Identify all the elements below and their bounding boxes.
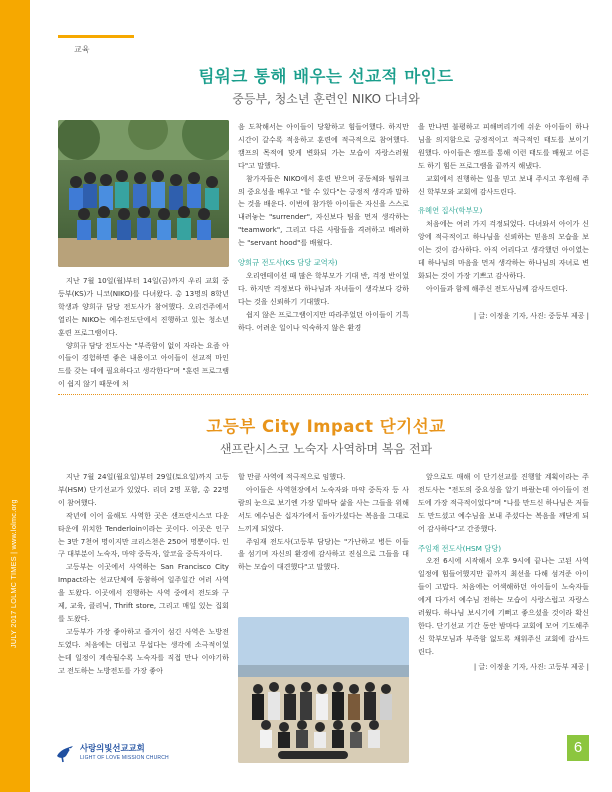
top-accent-line <box>58 35 134 38</box>
section-label: 교육 <box>74 45 90 54</box>
article1-paragraph: 처음에는 여러 가지 걱정되었다. 다녀와서 아이가 신앙에 적극적이고 하나님을 신뢰하는 믿음의 모습을 보이는 것이 감사하다. 아직 어리다고 생각했던 아이였는데 하나님의 마음을 먼저 생각하는 하나님의 자녀로 변화되는 것이 가장 기쁘고 감사하다. <box>418 219 589 280</box>
article1-paragraph: 을 만나면 불평하고 피해버리기에 쉬운 아이들이 하나님을 의지함으로 긍정적이고 적극적인 태도를 보이기 원했다. 아이들은 캠프를 통해 이런 태도를 배웠고 어른도 하기 힘든 프로그램을 끝까지 해냈다. <box>418 122 589 170</box>
article2-paragraph: 주임재 전도사(고등부 담당)는 "가난하고 병든 이들을 섬기며 자신의 환경에 감사하고 진심으로 그들을 대하는 모습이 대견했다"고 말했다. <box>238 536 409 572</box>
article1-quote-heading-1: 양희규 전도사(KS 담당 교역자) <box>238 258 338 268</box>
article1-group-photo <box>58 120 229 267</box>
dove-icon <box>54 742 76 764</box>
article1-quote-heading-2: 유혜연 집사(학부모) <box>418 206 483 216</box>
article1-paragraph: 아이들과 함께 해주신 전도사님께 감사드린다. <box>426 283 568 293</box>
article2-quote-heading: 주임재 전도사(HSM 담당) <box>418 543 502 553</box>
article2-paragraph: 작년에 이어 올해도 사역한 곳은 샌프란시스코 다운타운에 위치한 Tenderloin이라는 곳이다. 이곳은 인구는 3만 7천여 명이지만 크리스천은 250여 명뿐이다. 인구 대부분이 노숙자, 마약 중독자, 알코올 중독자이다. <box>58 510 229 559</box>
article2-paragraph: 고등부는 이곳에서 사역하는 San Francisco City Impact라는 선교단체에 동참하여 일주일간 여러 사역을 도왔다. 이곳에서 진행하는 사역 중에서 전도와 구제, 교육, 클리닉, Thrift store, 그리고 매일 있는 집회를 도왔다. <box>58 562 229 623</box>
article2-column-2 <box>238 471 409 574</box>
article1-paragraph: 참가자들은 NIKO에서 훈련 받으며 공동체와 팀워크의 중요성을 배우고 "할 수 있다"는 긍정적 생각과 말하는 것을 배운다. 이번에 참가한 아이들은 자신을 스스로 내려놓는 "surrender", 자신보다 팀을 먼저 생각하는 "teamwork", 그리고 다른 사람들을 격려하고 배려하는 "servant hood"를 배웠다. <box>238 173 409 248</box>
article2-column-3 <box>418 471 589 674</box>
article1-paragraph: 지난 7월 10일(월)부터 14일(금)까지 우리 교회 중등부(KS)가 니코(NIKO)를 다녀왔다. 총 13명의 8학년 학생과 양희규 담당 전도사가 참여했다. 오리건주에서 열리는 NIKO는 예수전도단에서 진행하고 있는 청소년 훈련 프로그램이다. <box>58 276 229 337</box>
article1-title: 팀워크 통해 배우는 선교적 마인드 <box>198 67 454 86</box>
article2-title: 고등부 City Impact 단기선교 <box>206 417 446 436</box>
article1-paragraph: 오리엔테이션 때 많은 학부모가 기대 반, 걱정 반이었다. 하지만 걱정보다 하나님과 자녀들이 생각보다 강하다는 것을 신뢰하기 기대했다. <box>238 270 409 306</box>
article1-column-2 <box>238 121 409 335</box>
article2-paragraph: 앞으로도 매해 이 단기선교를 진행할 계획이라는 주 전도사는 "전도의 중요성을 알기 바랐는데 아이들이 전도에 가장 적극적이었다"며 "나를 만드신 하나님은 저들도 만드셨고 예수님을 보내 주셨다는 복음을 깨닫게 되어 감사하다"고 간증했다. <box>418 472 589 533</box>
article1-credit: | 글: 이정윤 기자, 사진: 중등부 제공 | <box>473 311 589 320</box>
article1-paragraph: 쉽지 않은 프로그램이지만 따라주었던 아이들이 기특하다. 어려운 일이나 익숙하지 않은 환경 <box>238 309 409 332</box>
page-number: 6 <box>567 735 589 761</box>
article2-paragraph: 할 만큼 사역에 적극적으로 임했다. <box>238 472 346 481</box>
article2-paragraph: 아이들은 사역현장에서 노숙자와 마약 중독자 등 사람의 눈으로 보기엔 가장 밑바닥 삶을 사는 그들을 위해서도 예수님은 십자가에서 돌아가셨다는 복음을 그대로 느끼게 되었다. <box>238 484 409 533</box>
article2-paragraph: 오전 6시에 시작해서 오후 9시에 끝나는 고된 사역 일정에 힘들어했지만 끝까지 최선을 다해 섬겨준 아이들이 고맙다. 처음에는 어색해하던 아이들이 노숙자들에게 다가서 예수님 전하는 모습이 사랑스럽고 자랑스러웠다. 하나님 보시기에 기뻐고 좋으셨을 것이라 확신한다. 단기선교 기간 동안 밤마다 교회에 모여 기도해주신 학부모님과 부족함 없도록 채워주신 교회에 감사드린다. <box>418 556 589 656</box>
article1-subtitle: 중등부, 청소년 훈련인 NIKO 다녀와 <box>232 92 420 106</box>
article2-paragraph: 고등부가 가장 좋아하고 즐거이 섬긴 사역은 노방전도였다. 처음에는 더럽고 무섭다는 생각에 소극적이었는데 일정이 계속될수록 노숙자를 직접 만나 이야기하고 전도하는 노방전도를 가장 좋아 <box>58 626 229 675</box>
article2-paragraph: 지난 7월 24일(월요일)부터 29일(토요일)까지 고등부(HSM) 단기선교가 있었다. 리더 2명 포함, 총 22명이 참여했다. <box>58 472 229 507</box>
church-name: 사랑의빛선교교회 <box>80 743 145 753</box>
church-name-english: LIGHT OF LOVE MISSION CHURCH <box>80 755 169 761</box>
article2-column-1 <box>58 471 229 678</box>
side-accent-bar <box>0 0 30 792</box>
article2-credit: | 글: 이정윤 기자, 사진: 고등부 제공 | <box>473 662 589 671</box>
article1-paragraph: 교회에서 진행하는 일을 믿고 보내 주시고 후원해 주신 학부모와 교회에 감사드린다. <box>418 173 589 196</box>
article1-paragraph: 음 도착해서는 아이들이 당황하고 힘들어했다. 하지만 시간이 갈수록 적응하고 훈련에 적극적으로 참여했다. 캠프의 목적에 맞게 변화되 가는 모습이 자랑스러웠다"고 말했다. <box>238 122 409 170</box>
article1-paragraph: 양희규 담당 전도사는 "부족함이 없이 자라는 요즘 아이들이 경험하면 좋은 내용이고 아이들이 선교적 마인드를 갖는 데에 필요하다고 생각한다"며 "훈련 프로그램이 쉽지 않기 때문에 처 <box>58 340 229 389</box>
article2-group-photo <box>238 617 409 763</box>
side-running-text <box>9 634 18 648</box>
article2-subtitle: 샌프란시스코 노숙자 사역하며 복음 전파 <box>219 442 433 456</box>
article1-column-3 <box>418 121 589 323</box>
section-divider <box>58 394 588 395</box>
article1-column-1 <box>58 275 229 391</box>
